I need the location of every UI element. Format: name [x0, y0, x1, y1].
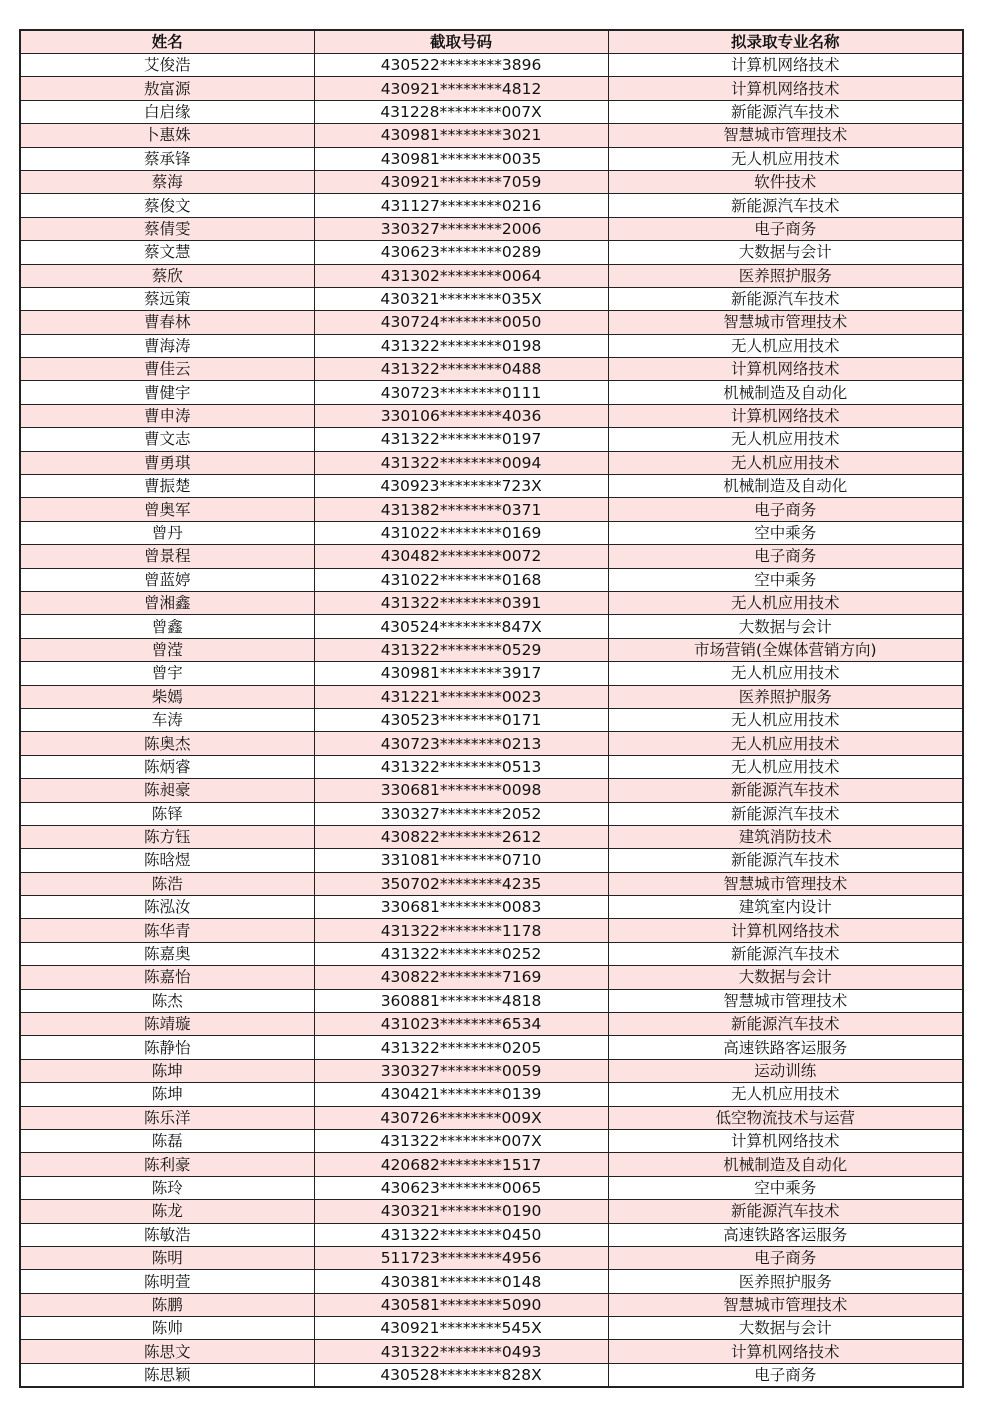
cell-id: 330327********2052 [314, 802, 608, 825]
cell-name: 曹振楚 [20, 475, 314, 498]
table-row [20, 779, 963, 802]
table-row [20, 942, 963, 965]
cell-name: 蔡文慧 [20, 241, 314, 264]
cell-name: 蔡俊文 [20, 194, 314, 217]
cell-major: 大数据与会计 [608, 966, 963, 989]
cell-id: 431382********0371 [314, 498, 608, 521]
table-row [20, 1059, 963, 1082]
cell-major: 智慧城市管理技术 [608, 124, 963, 147]
cell-major: 计算机网络技术 [608, 77, 963, 100]
table-row [20, 1246, 963, 1269]
cell-id: 431022********0169 [314, 521, 608, 544]
table-row [20, 591, 963, 614]
cell-major: 机械制造及自动化 [608, 1153, 963, 1176]
table-row [20, 1106, 963, 1129]
cell-id: 430726********009X [314, 1106, 608, 1129]
cell-major: 智慧城市管理技术 [608, 1293, 963, 1316]
cell-id: 430528********828X [314, 1363, 608, 1387]
cell-name: 曾滢 [20, 638, 314, 661]
cell-name: 曾蓝婷 [20, 568, 314, 591]
cell-name: 陈思文 [20, 1340, 314, 1363]
table-row [20, 1176, 963, 1199]
cell-major: 无人机应用技术 [608, 1083, 963, 1106]
cell-id: 431022********0168 [314, 568, 608, 591]
cell-name: 曾宇 [20, 662, 314, 685]
cell-name: 敖富源 [20, 77, 314, 100]
cell-name: 曹佳云 [20, 358, 314, 381]
table-row [20, 872, 963, 895]
cell-id: 431322********0391 [314, 591, 608, 614]
cell-id: 330327********0059 [314, 1059, 608, 1082]
table-row [20, 1129, 963, 1152]
cell-major: 电子商务 [608, 545, 963, 568]
cell-id: 431023********6534 [314, 1013, 608, 1036]
table-row [20, 1083, 963, 1106]
cell-id: 430482********0072 [314, 545, 608, 568]
cell-major: 软件技术 [608, 170, 963, 193]
cell-major: 医养照护服务 [608, 1270, 963, 1293]
table-row [20, 545, 963, 568]
cell-id: 430981********3021 [314, 124, 608, 147]
cell-id: 330681********0098 [314, 779, 608, 802]
cell-major: 电子商务 [608, 498, 963, 521]
cell-id: 430381********0148 [314, 1270, 608, 1293]
cell-id: 430822********7169 [314, 966, 608, 989]
cell-major: 计算机网络技术 [608, 404, 963, 427]
cell-id: 330106********4036 [314, 404, 608, 427]
table-row [20, 1363, 963, 1387]
column-header-id: 截取号码 [314, 30, 608, 54]
cell-major: 智慧城市管理技术 [608, 989, 963, 1012]
table-row [20, 966, 963, 989]
table-row [20, 404, 963, 427]
cell-name: 陈明 [20, 1246, 314, 1269]
cell-name: 陈方钰 [20, 825, 314, 848]
cell-major: 无人机应用技术 [608, 334, 963, 357]
cell-major: 电子商务 [608, 217, 963, 240]
cell-id: 431221********0023 [314, 685, 608, 708]
cell-major: 计算机网络技术 [608, 919, 963, 942]
cell-major: 大数据与会计 [608, 615, 963, 638]
cell-major: 新能源汽车技术 [608, 849, 963, 872]
cell-id: 430822********2612 [314, 825, 608, 848]
cell-major: 计算机网络技术 [608, 1129, 963, 1152]
table-row [20, 755, 963, 778]
table-row [20, 334, 963, 357]
cell-major: 建筑室内设计 [608, 896, 963, 919]
cell-name: 陈嘉奥 [20, 942, 314, 965]
cell-major: 智慧城市管理技术 [608, 311, 963, 334]
table-row [20, 241, 963, 264]
cell-name: 陈乐洋 [20, 1106, 314, 1129]
cell-major: 新能源汽车技术 [608, 1200, 963, 1223]
cell-major: 新能源汽车技术 [608, 802, 963, 825]
cell-name: 蔡欣 [20, 264, 314, 287]
table-row [20, 615, 963, 638]
cell-id: 330327********2006 [314, 217, 608, 240]
cell-id: 430723********0213 [314, 732, 608, 755]
table-row [20, 1200, 963, 1223]
cell-id: 431322********0252 [314, 942, 608, 965]
cell-name: 蔡远策 [20, 287, 314, 310]
table-row [20, 451, 963, 474]
cell-name: 蔡倩雯 [20, 217, 314, 240]
cell-id: 431322********0197 [314, 428, 608, 451]
table-header-row [20, 30, 963, 54]
cell-name: 陈坤 [20, 1083, 314, 1106]
cell-major: 大数据与会计 [608, 1317, 963, 1340]
table-row [20, 802, 963, 825]
cell-name: 曹申涛 [20, 404, 314, 427]
cell-major: 无人机应用技术 [608, 755, 963, 778]
cell-id: 430623********0065 [314, 1176, 608, 1199]
cell-major: 无人机应用技术 [608, 147, 963, 170]
table-row [20, 100, 963, 123]
cell-major: 电子商务 [608, 1363, 963, 1387]
cell-id: 511723********4956 [314, 1246, 608, 1269]
column-header-major: 拟录取专业名称 [608, 30, 963, 54]
table-row [20, 1293, 963, 1316]
cell-id: 430421********0139 [314, 1083, 608, 1106]
table-row [20, 638, 963, 661]
cell-major: 市场营销(全媒体营销方向) [608, 638, 963, 661]
table-row [20, 732, 963, 755]
cell-major: 运动训练 [608, 1059, 963, 1082]
cell-name: 曾景程 [20, 545, 314, 568]
cell-name: 曾湘鑫 [20, 591, 314, 614]
cell-id: 430524********847X [314, 615, 608, 638]
cell-major: 无人机应用技术 [608, 591, 963, 614]
cell-id: 431322********0205 [314, 1036, 608, 1059]
cell-id: 430981********0035 [314, 147, 608, 170]
cell-id: 431322********0513 [314, 755, 608, 778]
cell-name: 陈晗煜 [20, 849, 314, 872]
table-row [20, 989, 963, 1012]
column-header-name: 姓名 [20, 30, 314, 54]
cell-id: 431322********007X [314, 1129, 608, 1152]
table-row [20, 311, 963, 334]
cell-id: 431322********0450 [314, 1223, 608, 1246]
cell-id: 431322********0488 [314, 358, 608, 381]
cell-id: 431228********007X [314, 100, 608, 123]
cell-id: 430723********0111 [314, 381, 608, 404]
cell-name: 曾鑫 [20, 615, 314, 638]
cell-name: 曹文志 [20, 428, 314, 451]
cell-name: 柴嫣 [20, 685, 314, 708]
cell-id: 330681********0083 [314, 896, 608, 919]
cell-name: 陈昶豪 [20, 779, 314, 802]
cell-name: 陈泓汝 [20, 896, 314, 919]
cell-major: 计算机网络技术 [608, 1340, 963, 1363]
table-body [20, 54, 963, 1388]
cell-major: 机械制造及自动化 [608, 381, 963, 404]
cell-major: 新能源汽车技术 [608, 1013, 963, 1036]
cell-major: 电子商务 [608, 1246, 963, 1269]
cell-major: 空中乘务 [608, 521, 963, 544]
cell-name: 陈鹏 [20, 1293, 314, 1316]
cell-name: 陈坤 [20, 1059, 314, 1082]
cell-name: 陈嘉怡 [20, 966, 314, 989]
cell-major: 建筑消防技术 [608, 825, 963, 848]
cell-major: 新能源汽车技术 [608, 100, 963, 123]
admission-table [19, 29, 964, 1388]
cell-name: 曹春林 [20, 311, 314, 334]
cell-id: 360881********4818 [314, 989, 608, 1012]
cell-name: 陈帅 [20, 1317, 314, 1340]
table-row [20, 896, 963, 919]
table-row [20, 77, 963, 100]
table-row [20, 708, 963, 731]
table-row [20, 1270, 963, 1293]
table-row [20, 170, 963, 193]
cell-name: 陈奥杰 [20, 732, 314, 755]
cell-id: 431322********0493 [314, 1340, 608, 1363]
cell-major: 智慧城市管理技术 [608, 872, 963, 895]
cell-name: 陈静怡 [20, 1036, 314, 1059]
cell-name: 陈玲 [20, 1176, 314, 1199]
cell-major: 无人机应用技术 [608, 732, 963, 755]
cell-name: 陈靖璇 [20, 1013, 314, 1036]
cell-major: 新能源汽车技术 [608, 194, 963, 217]
cell-name: 白启缘 [20, 100, 314, 123]
cell-major: 空中乘务 [608, 568, 963, 591]
table-row [20, 1340, 963, 1363]
cell-name: 曹勇琪 [20, 451, 314, 474]
cell-name: 陈磊 [20, 1129, 314, 1152]
cell-name: 陈浩 [20, 872, 314, 895]
table-row [20, 568, 963, 591]
table-row [20, 287, 963, 310]
cell-name: 陈炳睿 [20, 755, 314, 778]
table-row [20, 521, 963, 544]
table-row [20, 147, 963, 170]
cell-major: 新能源汽车技术 [608, 287, 963, 310]
table-row [20, 54, 963, 77]
table-row [20, 1223, 963, 1246]
cell-name: 曾奥军 [20, 498, 314, 521]
cell-id: 430921********4812 [314, 77, 608, 100]
table-row [20, 264, 963, 287]
table-row [20, 475, 963, 498]
table-row [20, 825, 963, 848]
cell-id: 430724********0050 [314, 311, 608, 334]
cell-id: 431322********0529 [314, 638, 608, 661]
table-row [20, 428, 963, 451]
cell-major: 新能源汽车技术 [608, 779, 963, 802]
cell-id: 430321********035X [314, 287, 608, 310]
cell-id: 431302********0064 [314, 264, 608, 287]
cell-name: 车涛 [20, 708, 314, 731]
table-row [20, 1013, 963, 1036]
cell-major: 计算机网络技术 [608, 358, 963, 381]
cell-id: 431322********1178 [314, 919, 608, 942]
table-row [20, 1036, 963, 1059]
table-row [20, 381, 963, 404]
cell-name: 陈敏浩 [20, 1223, 314, 1246]
cell-name: 曹健宇 [20, 381, 314, 404]
cell-name: 陈龙 [20, 1200, 314, 1223]
cell-major: 无人机应用技术 [608, 428, 963, 451]
cell-id: 350702********4235 [314, 872, 608, 895]
cell-major: 大数据与会计 [608, 241, 963, 264]
cell-major: 无人机应用技术 [608, 708, 963, 731]
cell-major: 无人机应用技术 [608, 662, 963, 685]
table-row [20, 217, 963, 240]
cell-id: 420682********1517 [314, 1153, 608, 1176]
table-row [20, 1153, 963, 1176]
cell-major: 新能源汽车技术 [608, 942, 963, 965]
cell-name: 蔡海 [20, 170, 314, 193]
cell-major: 医养照护服务 [608, 685, 963, 708]
cell-major: 计算机网络技术 [608, 54, 963, 77]
cell-major: 空中乘务 [608, 1176, 963, 1199]
table-row [20, 1317, 963, 1340]
cell-name: 曾丹 [20, 521, 314, 544]
cell-major: 医养照护服务 [608, 264, 963, 287]
table-row [20, 849, 963, 872]
table-row [20, 919, 963, 942]
table-row [20, 358, 963, 381]
cell-id: 430321********0190 [314, 1200, 608, 1223]
table-row [20, 685, 963, 708]
cell-id: 430523********0171 [314, 708, 608, 731]
table-row [20, 194, 963, 217]
cell-id: 431127********0216 [314, 194, 608, 217]
table-row [20, 124, 963, 147]
cell-name: 陈杰 [20, 989, 314, 1012]
cell-id: 430981********3917 [314, 662, 608, 685]
cell-major: 无人机应用技术 [608, 451, 963, 474]
cell-major: 高速铁路客运服务 [608, 1036, 963, 1059]
cell-id: 430581********5090 [314, 1293, 608, 1316]
cell-name: 陈思颖 [20, 1363, 314, 1387]
cell-name: 蔡承锋 [20, 147, 314, 170]
cell-id: 431322********0094 [314, 451, 608, 474]
table-row [20, 662, 963, 685]
cell-name: 卜惠姝 [20, 124, 314, 147]
cell-major: 低空物流技术与运营 [608, 1106, 963, 1129]
cell-id: 430921********545X [314, 1317, 608, 1340]
cell-name: 陈华青 [20, 919, 314, 942]
cell-id: 431322********0198 [314, 334, 608, 357]
cell-id: 430921********7059 [314, 170, 608, 193]
cell-name: 陈明萱 [20, 1270, 314, 1293]
cell-name: 曹海涛 [20, 334, 314, 357]
cell-name: 陈铎 [20, 802, 314, 825]
cell-id: 430923********723X [314, 475, 608, 498]
cell-id: 430522********3896 [314, 54, 608, 77]
cell-major: 机械制造及自动化 [608, 475, 963, 498]
table-row [20, 498, 963, 521]
cell-name: 陈利豪 [20, 1153, 314, 1176]
cell-major: 高速铁路客运服务 [608, 1223, 963, 1246]
cell-id: 331081********0710 [314, 849, 608, 872]
cell-id: 430623********0289 [314, 241, 608, 264]
cell-name: 艾俊浩 [20, 54, 314, 77]
